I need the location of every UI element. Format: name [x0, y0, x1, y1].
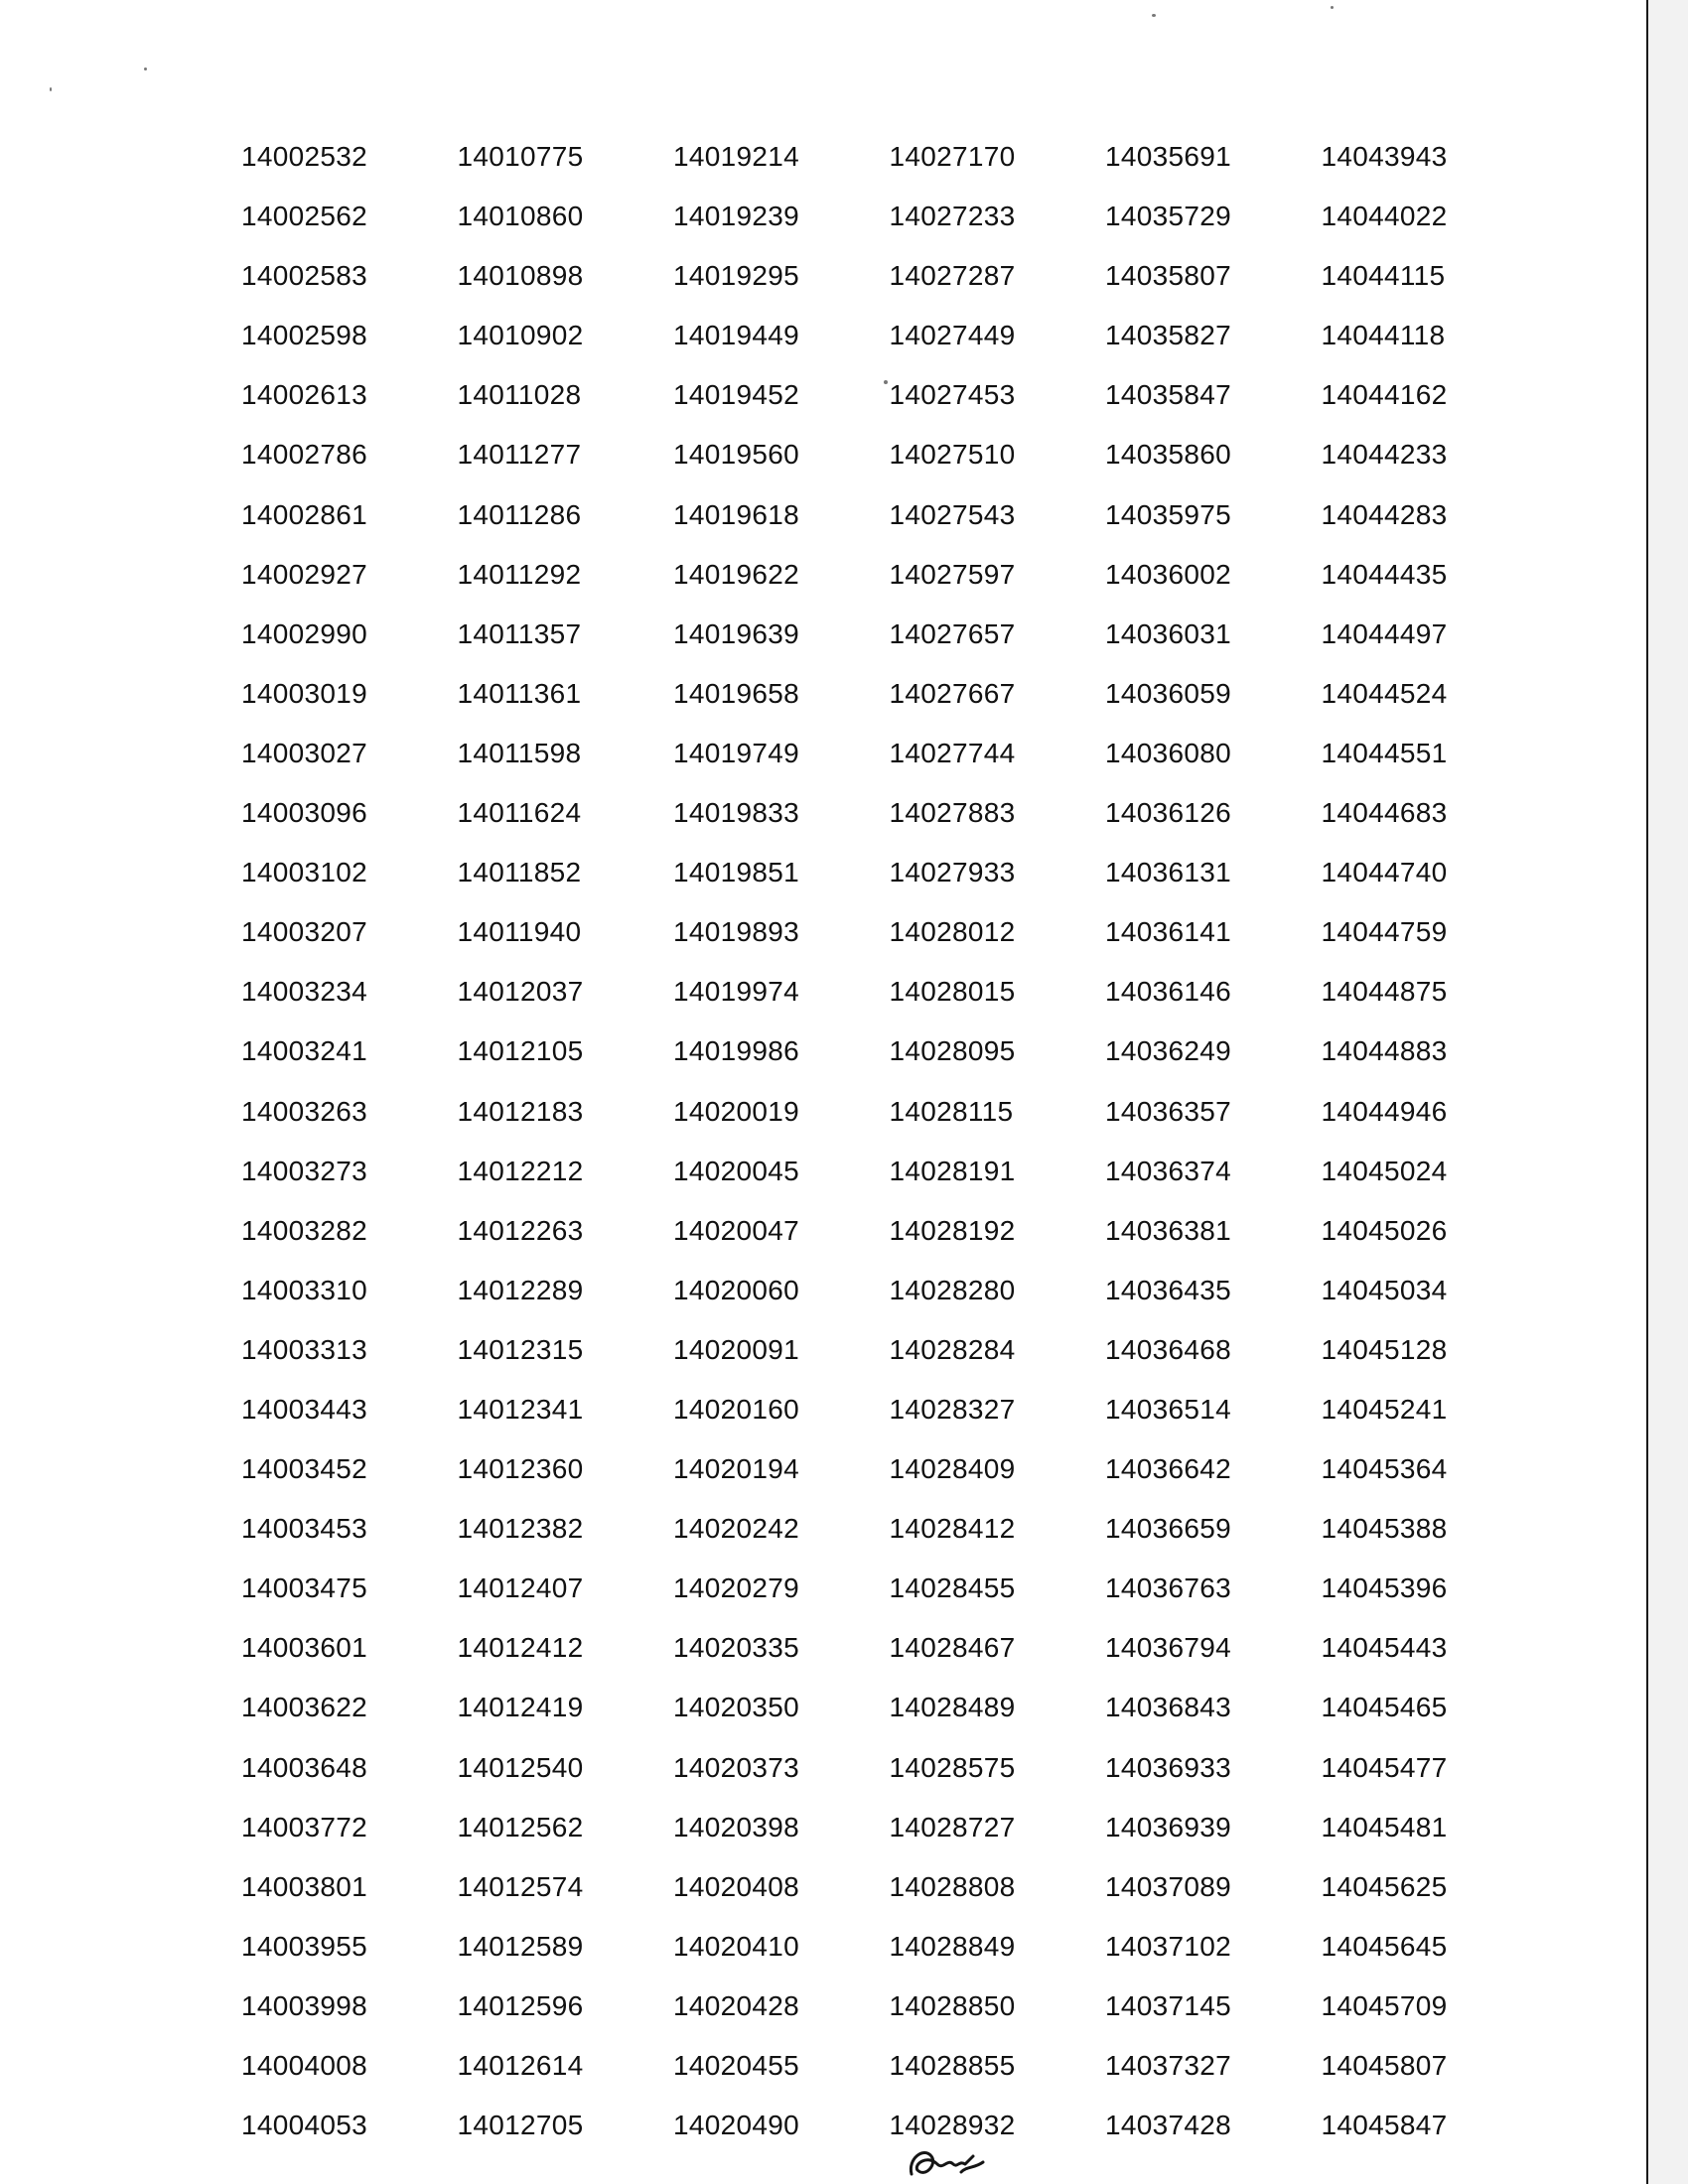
- registration-number-grid: [241, 139, 1537, 2167]
- registration-number: 14036126: [1105, 797, 1231, 829]
- registration-number: 14027543: [889, 498, 1016, 530]
- registration-number: 14044233: [1321, 439, 1448, 471]
- registration-number: 14010860: [457, 201, 584, 232]
- registration-number: 14028932: [889, 2110, 1016, 2141]
- registration-number: 14019893: [673, 916, 799, 948]
- registration-number: 14019974: [673, 976, 799, 1008]
- signature-mark: [904, 2134, 993, 2184]
- registration-number: 14035807: [1105, 260, 1231, 292]
- registration-number: 14012315: [457, 1333, 584, 1365]
- registration-number: 14003648: [241, 1751, 367, 1783]
- registration-number: 14044759: [1321, 916, 1448, 948]
- registration-number: 14011286: [457, 498, 582, 530]
- registration-number: 14028284: [889, 1333, 1016, 1365]
- registration-number: 14012589: [457, 1930, 584, 1962]
- registration-number: 14036843: [1105, 1692, 1231, 1723]
- registration-number: 14002927: [241, 558, 367, 590]
- registration-number: 14037428: [1105, 2110, 1231, 2141]
- registration-number: 14036080: [1105, 737, 1231, 768]
- registration-number: 14020335: [673, 1632, 799, 1664]
- registration-number: 14020490: [673, 2110, 799, 2141]
- registration-number: 14012212: [457, 1155, 584, 1186]
- registration-number: 14028192: [889, 1214, 1016, 1246]
- registration-number: 14036357: [1105, 1095, 1231, 1127]
- registration-number: 14043943: [1321, 141, 1448, 172]
- registration-number: 14036059: [1105, 677, 1231, 709]
- registration-number: 14035729: [1105, 201, 1231, 232]
- registration-number: 14020350: [673, 1692, 799, 1723]
- registration-number: 14028012: [889, 916, 1016, 948]
- registration-number: 14012263: [457, 1214, 584, 1246]
- registration-number: 14020045: [673, 1155, 799, 1186]
- registration-number: 14020060: [673, 1274, 799, 1305]
- registration-number: 14037145: [1105, 1989, 1231, 2021]
- registration-number: 14003102: [241, 857, 367, 888]
- registration-number: 14012596: [457, 1989, 584, 2021]
- registration-number: 14036131: [1105, 857, 1231, 888]
- registration-number: 14028849: [889, 1930, 1016, 1962]
- registration-number: 14019639: [673, 617, 799, 649]
- registration-number: 14045625: [1321, 1870, 1448, 1902]
- registration-number: 14044883: [1321, 1035, 1448, 1067]
- registration-number: 14019214: [673, 141, 799, 172]
- registration-number: 14011624: [457, 797, 582, 829]
- registration-number: 14028115: [889, 1095, 1014, 1127]
- registration-number: 14004053: [241, 2110, 367, 2141]
- registration-number: 14036374: [1105, 1155, 1231, 1186]
- registration-number: 14036939: [1105, 1811, 1231, 1843]
- registration-number: 14028327: [889, 1393, 1016, 1425]
- registration-number: 14044162: [1321, 379, 1448, 411]
- registration-number: 14020373: [673, 1751, 799, 1783]
- registration-number: 14044875: [1321, 976, 1448, 1008]
- registration-number: 14045709: [1321, 1989, 1448, 2021]
- registration-number: 14012419: [457, 1692, 584, 1723]
- registration-number: 14028455: [889, 1572, 1016, 1604]
- registration-number: 14045645: [1321, 1930, 1448, 1962]
- registration-number: 14020019: [673, 1095, 799, 1127]
- registration-number: 14002990: [241, 617, 367, 649]
- registration-number: 14003955: [241, 1930, 367, 1962]
- registration-number: 14037089: [1105, 1870, 1231, 1902]
- registration-number: 14003622: [241, 1692, 367, 1723]
- registration-number: 14036031: [1105, 617, 1231, 649]
- registration-number: 14003998: [241, 1989, 367, 2021]
- registration-number: 14020194: [673, 1453, 799, 1485]
- registration-number: 14003452: [241, 1453, 367, 1485]
- registration-number: 14020242: [673, 1513, 799, 1545]
- registration-number: 14012382: [457, 1513, 584, 1545]
- registration-number: 14036249: [1105, 1035, 1231, 1067]
- registration-number: 14012360: [457, 1453, 584, 1485]
- registration-number: 14011277: [457, 439, 582, 471]
- registration-number: 14019449: [673, 320, 799, 351]
- registration-number: 14019618: [673, 498, 799, 530]
- registration-number: 14012289: [457, 1274, 584, 1305]
- registration-number: 14028850: [889, 1989, 1016, 2021]
- registration-number: 14003601: [241, 1632, 367, 1664]
- registration-number: 14019986: [673, 1035, 799, 1067]
- registration-number: 14011852: [457, 857, 582, 888]
- registration-number: 14012574: [457, 1870, 584, 1902]
- registration-number: 14037102: [1105, 1930, 1231, 1962]
- registration-number: 14012614: [457, 2050, 584, 2081]
- registration-number: 14036642: [1105, 1453, 1231, 1485]
- registration-number: 14012407: [457, 1572, 584, 1604]
- registration-number: 14028280: [889, 1274, 1016, 1305]
- registration-number: 14044683: [1321, 797, 1448, 829]
- registration-number: 14002861: [241, 498, 367, 530]
- registration-number: 14044022: [1321, 201, 1448, 232]
- registration-number: 14019560: [673, 439, 799, 471]
- registration-number: 14045477: [1321, 1751, 1448, 1783]
- registration-number: 14012183: [457, 1095, 584, 1127]
- registration-number: 14027170: [889, 141, 1016, 172]
- registration-number: 14019622: [673, 558, 799, 590]
- registration-number: 14004008: [241, 2050, 367, 2081]
- registration-number: 14044551: [1321, 737, 1448, 768]
- registration-number: 14027449: [889, 320, 1016, 351]
- registration-number: 14002613: [241, 379, 367, 411]
- registration-number: 14020455: [673, 2050, 799, 2081]
- registration-number: 14011361: [457, 677, 582, 709]
- registration-number: 14003234: [241, 976, 367, 1008]
- registration-number: 14036514: [1105, 1393, 1231, 1425]
- registration-number: 14028015: [889, 976, 1016, 1008]
- registration-number: 14027744: [889, 737, 1016, 768]
- registration-number: 14002532: [241, 141, 367, 172]
- registration-number: 14028191: [889, 1155, 1016, 1186]
- registration-number: 14003443: [241, 1393, 367, 1425]
- registration-number: 14044118: [1321, 320, 1446, 351]
- registration-number: 14045807: [1321, 2050, 1448, 2081]
- registration-number: 14028575: [889, 1751, 1016, 1783]
- registration-number: 14045364: [1321, 1453, 1448, 1485]
- registration-number: 14003801: [241, 1870, 367, 1902]
- registration-number: 14045388: [1321, 1513, 1448, 1545]
- registration-number: 14045026: [1321, 1214, 1448, 1246]
- registration-number: 14035975: [1105, 498, 1231, 530]
- registration-number: 14028727: [889, 1811, 1016, 1843]
- registration-number: 14019833: [673, 797, 799, 829]
- registration-number: 14012705: [457, 2110, 584, 2141]
- registration-number: 14019851: [673, 857, 799, 888]
- registration-number: 14020279: [673, 1572, 799, 1604]
- registration-number: 14027883: [889, 797, 1016, 829]
- registration-number: 14028409: [889, 1453, 1016, 1485]
- registration-number: 14012341: [457, 1393, 584, 1425]
- registration-number: 14044524: [1321, 677, 1448, 709]
- registration-number: 14036435: [1105, 1274, 1231, 1305]
- registration-number: 14020398: [673, 1811, 799, 1843]
- registration-number: 14035691: [1105, 141, 1231, 172]
- registration-number: 14019658: [673, 677, 799, 709]
- registration-number: 14045034: [1321, 1274, 1448, 1305]
- registration-number: 14010775: [457, 141, 584, 172]
- registration-number: 14036002: [1105, 558, 1231, 590]
- registration-number: 14011028: [457, 379, 582, 411]
- registration-number: 14011357: [457, 617, 582, 649]
- registration-number: 14027667: [889, 677, 1016, 709]
- registration-number: 14045396: [1321, 1572, 1448, 1604]
- registration-number: 14011292: [457, 558, 582, 590]
- registration-number: 14002598: [241, 320, 367, 351]
- registration-number: 14003475: [241, 1572, 367, 1604]
- registration-number: 14019239: [673, 201, 799, 232]
- registration-number: 14003096: [241, 797, 367, 829]
- registration-number: 14028467: [889, 1632, 1016, 1664]
- registration-number: 14003027: [241, 737, 367, 768]
- registration-number: 14019749: [673, 737, 799, 768]
- registration-number: 14045465: [1321, 1692, 1448, 1723]
- registration-number: 14012412: [457, 1632, 584, 1664]
- registration-number: 14028855: [889, 2050, 1016, 2081]
- registration-number: 14003313: [241, 1333, 367, 1365]
- registration-number: 14036794: [1105, 1632, 1231, 1664]
- registration-number: 14045241: [1321, 1393, 1448, 1425]
- registration-number: 14045443: [1321, 1632, 1448, 1664]
- registration-number: 14020160: [673, 1393, 799, 1425]
- registration-number: 14010902: [457, 320, 584, 351]
- registration-number: 14027933: [889, 857, 1016, 888]
- registration-number: 14003310: [241, 1274, 367, 1305]
- registration-number: 14011940: [457, 916, 582, 948]
- registration-number: 14003207: [241, 916, 367, 948]
- registration-number: 14012562: [457, 1811, 584, 1843]
- registration-number: 14002786: [241, 439, 367, 471]
- registration-number: 14010898: [457, 260, 584, 292]
- registration-number: 14027287: [889, 260, 1016, 292]
- registration-number: 14036763: [1105, 1572, 1231, 1604]
- registration-number: 14003263: [241, 1095, 367, 1127]
- registration-number: 14027657: [889, 617, 1016, 649]
- registration-number: 14020091: [673, 1333, 799, 1365]
- registration-number: 14020428: [673, 1989, 799, 2021]
- registration-number: 14027597: [889, 558, 1016, 590]
- registration-number: 14036468: [1105, 1333, 1231, 1365]
- registration-number: 14036933: [1105, 1751, 1231, 1783]
- registration-number: 14035847: [1105, 379, 1231, 411]
- registration-number: 14044115: [1321, 260, 1446, 292]
- registration-number: 14002583: [241, 260, 367, 292]
- registration-number: 14003772: [241, 1811, 367, 1843]
- registration-number: 14011598: [457, 737, 582, 768]
- registration-number: 14012037: [457, 976, 584, 1008]
- registration-number: 14027510: [889, 439, 1016, 471]
- registration-number: 14037327: [1105, 2050, 1231, 2081]
- registration-number: 14003241: [241, 1035, 367, 1067]
- registration-number: 14045024: [1321, 1155, 1448, 1186]
- registration-number: 14028808: [889, 1870, 1016, 1902]
- registration-number: 14028095: [889, 1035, 1016, 1067]
- registration-number: 14003273: [241, 1155, 367, 1186]
- registration-number: 14020047: [673, 1214, 799, 1246]
- registration-number: 14036141: [1105, 916, 1231, 948]
- registration-number: 14036146: [1105, 976, 1231, 1008]
- registration-number: 14003282: [241, 1214, 367, 1246]
- registration-number: 14044435: [1321, 558, 1448, 590]
- registration-number: 14044740: [1321, 857, 1448, 888]
- registration-number: 14045481: [1321, 1811, 1448, 1843]
- registration-number: 14045128: [1321, 1333, 1448, 1365]
- registration-number: 14002562: [241, 201, 367, 232]
- registration-number: 14035860: [1105, 439, 1231, 471]
- registration-number: 14027233: [889, 201, 1016, 232]
- registration-number: 14019452: [673, 379, 799, 411]
- registration-number: 14027453: [889, 379, 1016, 411]
- registration-number: 14020408: [673, 1870, 799, 1902]
- registration-number: 14044283: [1321, 498, 1448, 530]
- registration-number: 14028489: [889, 1692, 1016, 1723]
- registration-number: 14044946: [1321, 1095, 1448, 1127]
- registration-number: 14012105: [457, 1035, 584, 1067]
- registration-number: 14036381: [1105, 1214, 1231, 1246]
- registration-number: 14012540: [457, 1751, 584, 1783]
- registration-number: 14020410: [673, 1930, 799, 1962]
- registration-number: 14035827: [1105, 320, 1231, 351]
- registration-number: 14036659: [1105, 1513, 1231, 1545]
- registration-number: 14045847: [1321, 2110, 1448, 2141]
- registration-number: 14028412: [889, 1513, 1016, 1545]
- registration-number: 14019295: [673, 260, 799, 292]
- registration-number: 14003453: [241, 1513, 367, 1545]
- registration-number: 14003019: [241, 677, 367, 709]
- registration-number: 14044497: [1321, 617, 1448, 649]
- scan-page-edge: [1646, 0, 1688, 2184]
